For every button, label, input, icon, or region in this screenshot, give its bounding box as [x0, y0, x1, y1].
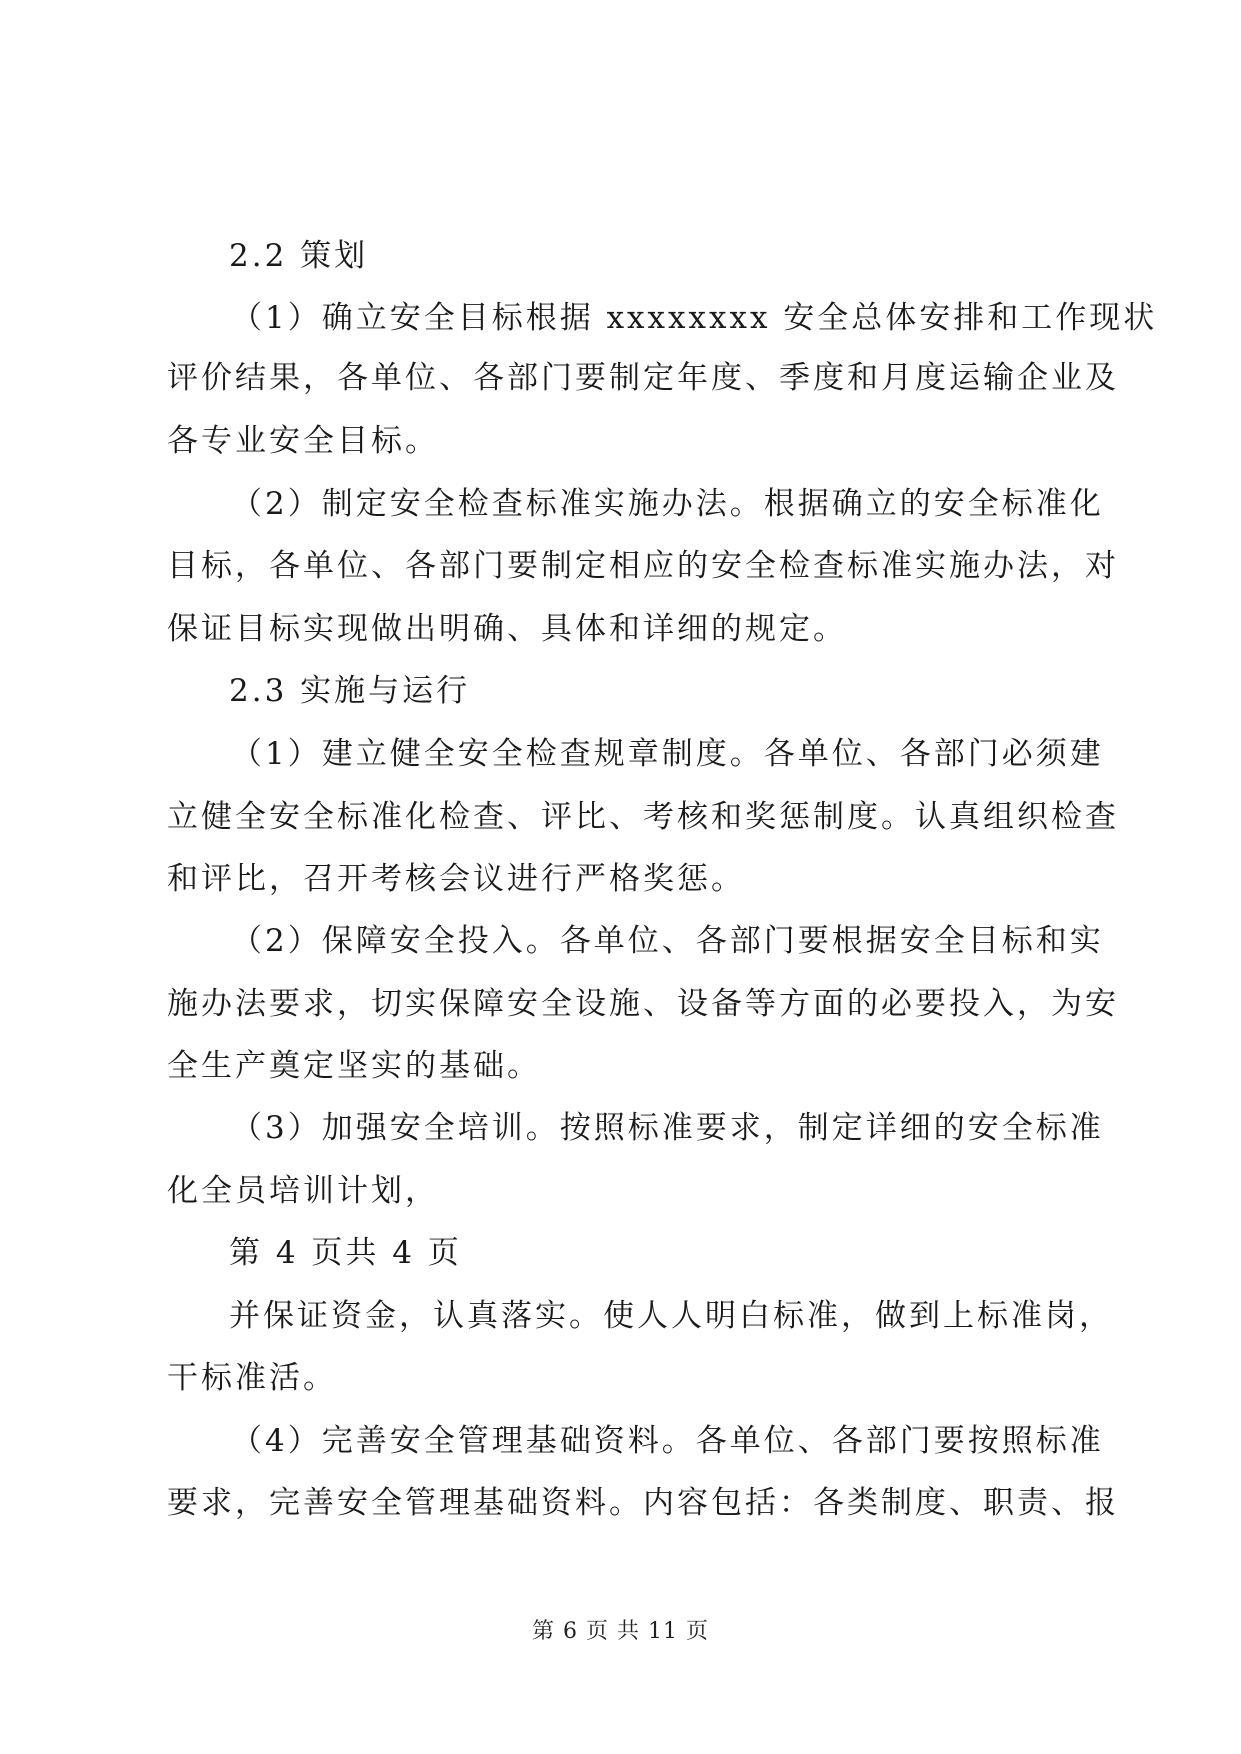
paragraph-line: （4）完善安全管理基础资料。各单位、各部门要按照标准 — [231, 1423, 1104, 1459]
paragraph-line: 和评比，召开考核会议进行严格奖惩。 — [167, 861, 745, 897]
paragraph-line: 保证目标实现做出明确、具体和详细的规定。 — [167, 611, 847, 647]
section-heading-2-3: 2.3 实施与运行 — [229, 673, 471, 709]
paragraph-line: 评价结果，各单位、各部门要制定年度、季度和月度运输企业及 — [167, 360, 1119, 396]
paragraph-line: 施办法要求，切实保障安全设施、设备等方面的必要投入，为安 — [167, 986, 1119, 1022]
paragraph-line: 并保证资金，认真落实。使人人明白标准，做到上标准岗， — [229, 1298, 1113, 1334]
inline-page-marker: 第 4 页共 4 页 — [229, 1235, 462, 1271]
page-footer: 第 6 页 共 11 页 — [532, 1619, 709, 1644]
section-heading-2-2: 2.2 策划 — [229, 238, 369, 274]
paragraph-line: 立健全安全标准化检查、评比、考核和奖惩制度。认真组织检查 — [167, 799, 1119, 835]
paragraph-line: 各专业安全目标。 — [167, 423, 439, 459]
paragraph-line: 要求，完善安全管理基础资料。内容包括：各类制度、职责、报 — [167, 1485, 1119, 1521]
paragraph-line: 干标准活。 — [167, 1360, 337, 1396]
paragraph-line: （1）建立健全安全检查规章制度。各单位、各部门必须建 — [231, 736, 1104, 772]
paragraph-line: 全生产奠定坚实的基础。 — [167, 1048, 541, 1084]
paragraph-line: （3）加强安全培训。按照标准要求，制定详细的安全标准 — [231, 1110, 1104, 1146]
paragraph-line: （2）制定安全检查标准实施办法。根据确立的安全标准化 — [231, 486, 1104, 522]
paragraph-line: 目标，各单位、各部门要制定相应的安全检查标准实施办法，对 — [167, 548, 1119, 584]
paragraph-line: （2）保障安全投入。各单位、各部门要根据安全目标和实 — [231, 923, 1104, 959]
paragraph-line: 化全员培训计划， — [167, 1173, 439, 1209]
paragraph-line: （1）确立安全目标根据 xxxxxxxx 安全总体安排和工作现状 — [231, 300, 1158, 336]
